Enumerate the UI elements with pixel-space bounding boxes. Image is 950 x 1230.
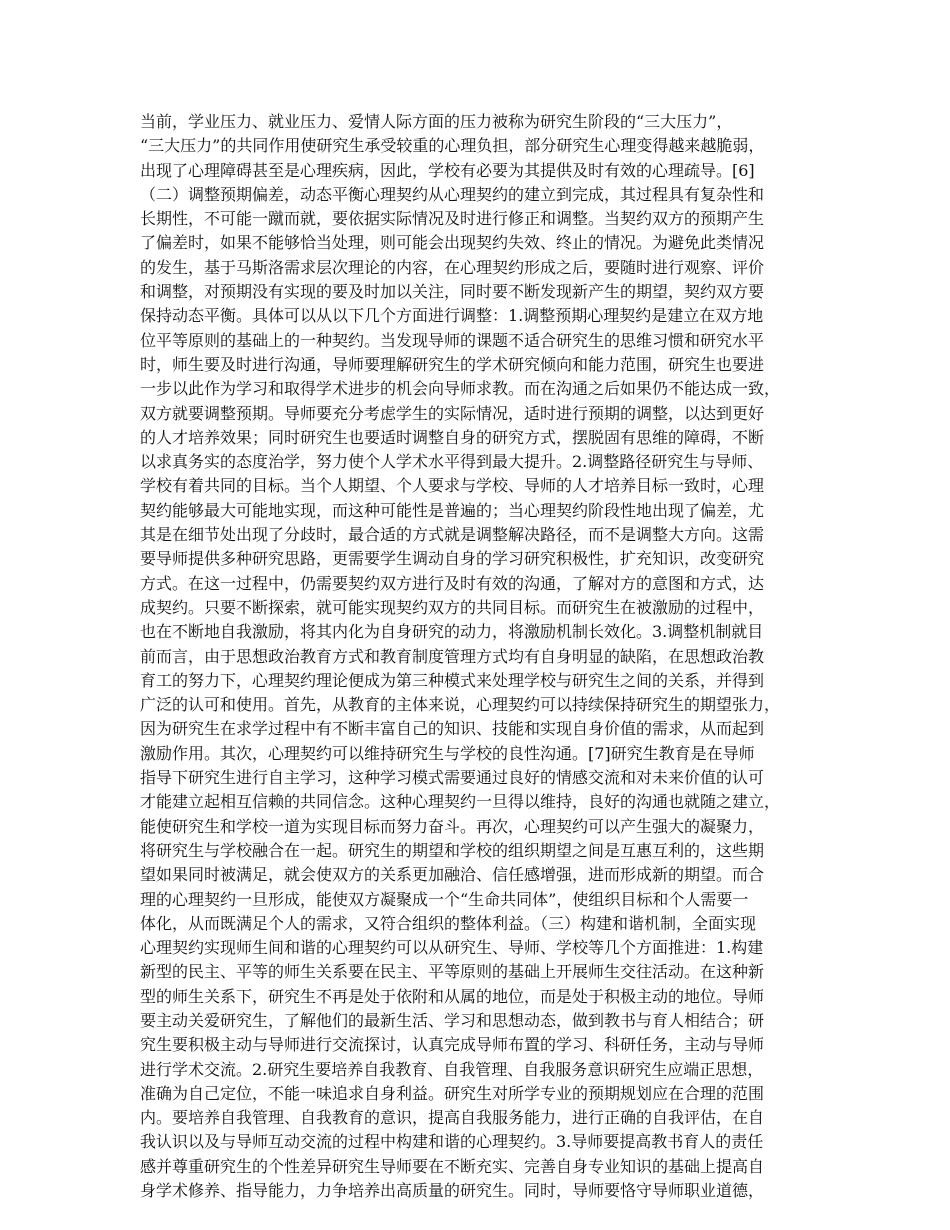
- text-line: 要主动关爱研究生，了解他们的最新生活、学习和思想动态，做到教书与育人相结合；研: [140, 1010, 765, 1030]
- text-line: 的人才培养效果；同时研究生也要适时调整自身的研究方式，摆脱固有思维的障碍，不断: [140, 427, 765, 447]
- text-line: 成契约。只要不断探索，就可能实现契约双方的共同目标。而研究生在被激励的过程中，: [140, 597, 765, 617]
- text-line: 才能建立起相互信赖的共同信念。这种心理契约一旦得以维持，良好的沟通也就随之建立，: [140, 792, 781, 812]
- text-line: 一步以此作为学习和取得学术进步的机会向导师求教。而在沟通之后如果仍不能达成一致，: [140, 379, 781, 399]
- text-line: 位平等原则的基础上的一种契约。当发现导师的课题不适合研究生的思维习惯和研究水平: [140, 330, 765, 350]
- text-line: 能使研究生和学校一道为实现目标而努力奋斗。再次，心理契约可以产生强大的凝聚力，: [140, 816, 765, 836]
- text-line: 准确为自己定位，不能一味追求自身利益。研究生对所学专业的预期规划应在合理的范围: [140, 1083, 765, 1103]
- text-line: 内。要培养自我管理、自我教育的意识，提高自我服务能力，进行正确的自我评估，在自: [140, 1108, 765, 1128]
- text-line: 体化，从而既满足个人的需求，又符合组织的整体利益。（三）构建和谐机制，全面实现: [140, 913, 757, 933]
- text-line: 也在不断地自我激励，将其内化为自身研究的动力，将激励机制长效化。3.调整机制就目: [140, 622, 764, 642]
- text-line: 的发生，基于马斯洛需求层次理论的内容，在心理契约形成之后，要随时进行观察、评价: [140, 257, 765, 277]
- text-line: 感并尊重研究生的个性差异研究生导师要在不断充实、完善自身专业知识的基础上提高自: [140, 1156, 765, 1176]
- text-line: 要导师提供多种研究思路，更需要学生调动自身的学习研究积极性，扩充知识，改变研究: [140, 549, 765, 569]
- text-line: 我认识以及与导师互动交流的过程中构建和谐的心理契约。3.导师要提高教书育人的责任: [140, 1132, 764, 1152]
- text-line: 究生要积极主动与导师进行交流探讨，认真完成导师布置的学习、科研任务，主动与导师: [140, 1035, 765, 1055]
- text-line: 契约能够最大可能地实现，而这种可能性是普遍的；当心理契约阶段性地出现了偏差，尤: [140, 500, 765, 520]
- text-line: 型的师生关系下，研究生不再是处于依附和从属的地位，而是处于积极主动的地位。导师: [140, 986, 765, 1006]
- text-line: 望如果同时被满足，就会使双方的关系更加融洽、信任感增强，进而形成新的期望。而合: [140, 865, 765, 885]
- text-line: 理的心理契约一旦形成，能使双方凝聚成一个“生命共同体”，使组织目标和个人需要一: [140, 889, 749, 909]
- text-line: 身学术修养、指导能力，力争培养出高质量的研究生。同时，导师要恪守导师职业道德，: [140, 1181, 765, 1201]
- document-page: [140, 110, 812, 1203]
- text-line: 和调整，对预期没有实现的要及时加以关注，同时要不断发现新产生的期望，契约双方要: [140, 282, 765, 302]
- text-line: 广泛的认可和使用。首先，从教育的主体来说，心理契约可以持续保持研究生的期望张力，: [140, 695, 781, 715]
- text-line: 其是在细节处出现了分歧时，最合适的方式就是调整解决路径，而不是调整大方向。这需: [140, 525, 765, 545]
- text-line: 激励作用。其次，心理契约可以维持研究生与学校的良性沟通。[7]研究生教育是在导师: [140, 743, 755, 763]
- text-line: 心理契约实现师生间和谐的心理契约可以从研究生、导师、学校等几个方面推进：1.构建: [140, 938, 764, 958]
- text-line: 前而言，由于思想政治教育方式和教育制度管理方式均有自身明显的缺陷，在思想政治教: [140, 646, 765, 666]
- text-line: 将研究生与学校融合在一起。研究生的期望和学校的组织期望之间是互惠互利的，这些期: [140, 840, 765, 860]
- text-line: 时，师生要及时进行沟通，导师要理解研究生的学术研究倾向和能力范围，研究生也要进: [140, 354, 765, 374]
- text-line: 长期性，不可能一蹴而就，要依据实际情况及时进行修正和调整。当契约双方的预期产生: [140, 209, 765, 229]
- text-line: 保持动态平衡。具体可以从以下几个方面进行调整：1.调整预期心理契约是建立在双方地: [140, 306, 764, 326]
- text-line: 当前，学业压力、就业压力、爱情人际方面的压力被称为研究生阶段的“三大压力”，: [140, 112, 733, 131]
- text-line: 方式。在这一过程中，仍需要契约双方进行及时有效的沟通，了解对方的意图和方式，达: [140, 573, 765, 593]
- text-line: 指导下研究生进行自主学习，这种学习模式需要通过良好的情感交流和对未来价值的认可: [140, 768, 765, 788]
- text-line: 进行学术交流。2.研究生要培养自我教育、自我管理、自我服务意识研究生应端正思想，: [140, 1059, 764, 1079]
- text-line: 因为研究生在求学过程中有不断丰富自己的知识、技能和实现自身价值的需求，从而起到: [140, 719, 765, 739]
- text-line: 双方就要调整预期。导师要充分考虑学生的实际情况，适时进行预期的调整，以达到更好: [140, 403, 765, 423]
- text-line: 新型的民主、平等的师生关系要在民主、平等原则的基础上开展师生交往活动。在这种新: [140, 962, 765, 982]
- text-line: （二）调整预期偏差，动态平衡心理契约从心理契约的建立到完成，其过程具有复杂性和: [140, 184, 765, 204]
- text-line: 学校有着共同的目标。当个人期望、个人要求与学校、导师的人才培养目标一致时，心理: [140, 476, 765, 496]
- text-line: 以求真务实的态度治学，努力使个人学术水平得到最大提升。2.调整路径研究生与导师、: [140, 452, 764, 472]
- text-line: 育工的努力下，心理契约理论便成为第三种模式来处理学校与研究生之间的关系，并得到: [140, 670, 765, 690]
- text-line: “三大压力”的共同作用使研究生承受较重的心理负担，部分研究生心理变得越来越脆弱，: [140, 136, 765, 156]
- text-line: 出现了心理障碍甚至是心理疾病，因此，学校有必要为其提供及时有效的心理疏导。[6]: [140, 160, 755, 180]
- text-line: 了偏差时，如果不能够恰当处理，则可能会出现契约失效、终止的情况。为避免此类情况: [140, 233, 765, 253]
